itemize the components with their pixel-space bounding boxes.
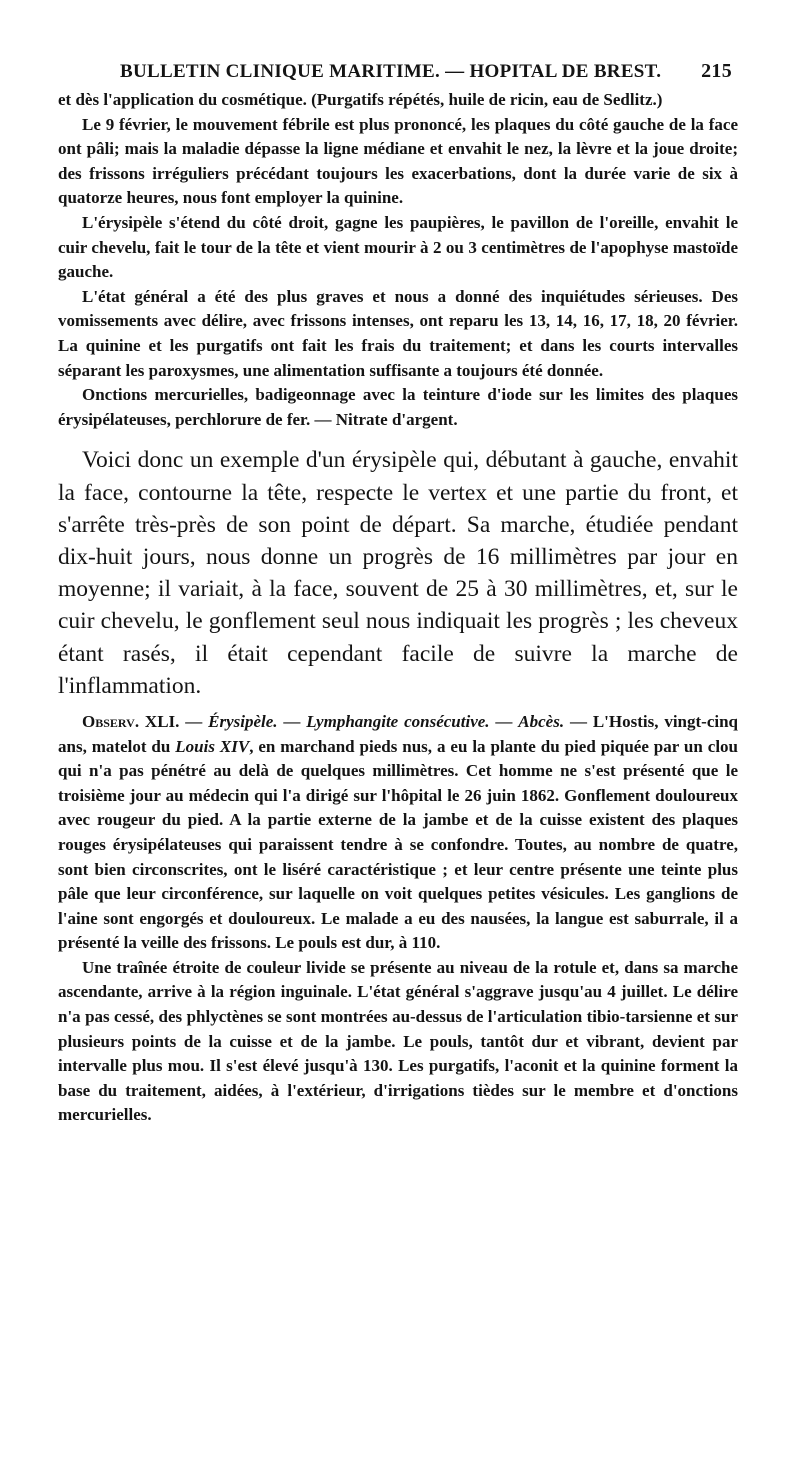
page-number: 215 — [701, 60, 732, 82]
observation-title-1: Érysipèle. — [208, 711, 278, 731]
title-separator: — — [277, 711, 307, 731]
commentary-paragraph: Voici donc un exemple d'un érysipèle qui, débutant à gauche, envahit la face, contourne la tête, respecte le vertex et une partie du front, et s'arrête très-près de son point de départ. Sa marche, étudiée pendant dix-huit jours, nous donne un progrès de 16 millimètres par jour en moyenne; il variait, à la face, souvent de 25 à 30 millimètres, et, sur le cuir chevelu, le gonflement seul nous indiquait les progrès ; les cheveux étant rasés, il était cependant facile de suivre la marche de l'inflammation. — [58, 447, 738, 699]
running-header — [120, 60, 732, 83]
paragraph: L'état général a été des plus graves et nous a donné des inquiétudes sérieuses. Des vomissements avec délire, avec frissons intenses, ont reparu les 13, 14, 16, 17, 18, 20 février. La quinine et les purgatifs ont fait les frais du traitement; et dans les courts intervalles séparant les paroxysmes, une alimentation suffisante a toujours été donnée. — [58, 286, 738, 380]
ship-name: Louis XIV — [175, 736, 250, 756]
observation-xli — [58, 710, 738, 1128]
case-continuation — [58, 88, 738, 432]
observation-label: Observ. XLI. — — [82, 711, 203, 731]
running-title: BULLETIN CLINIQUE MARITIME. — HOPITAL DE BREST. — [120, 61, 662, 82]
commentary — [58, 444, 738, 702]
page-body — [58, 88, 738, 1128]
observation-paragraph: Une traînée étroite de couleur livide se présente au niveau de la rotule et, dans sa marche ascendante, arrive à la région inguinale. L'état général s'aggrave jusqu'au 4 juillet. Le délire n'a pas cessé, des phlyctènes se sont montrées au-dessus de l'articulation tibio-tarsienne et sur plusieurs points de la cuisse et de la jambe. Le pouls, tantôt dur et vibrant, devient par intervalle plus mou. Il s'est élevé jusqu'à 130. Les purgatifs, l'aconit et la quinine forment la base du traitement, aidées, à l'extérieur, d'irrigations tièdes sur le membre et d'onctions mercurielles. — [58, 957, 738, 1125]
observation-text: , en marchand pieds nus, a eu la plante du pied piquée par un clou qui n'a pas pénétré au delà de quelques millimètres. Cet homme ne s'est présenté que le troisième jour au médecin qui l'a dirigé sur l'hôpital le 26 juin 1862. Gonflement douloureux avec rougeur du pied. A la partie externe de la jambe et de la cuisse existent des plaques rouges érysipélateuses qui paraissent tendre à se confondre. Toutes, au nombre de quatre, sont bien circonscrites, ont le liséré caractéristique ; et leur centre présente une teinte plus pâle que leur circonférence, sur laquelle on voit quelques petites vésicules. Les ganglions de l'aine sont engorgés et douloureux. Le malade a eu des nausées, la langue est saburrale, il a présenté la veille des frissons. Le pouls est dur, à 110. — [58, 736, 738, 953]
paragraph: Le 9 février, le mouvement fébrile est plus prononcé, les plaques du côté gauche de la face ont pâli; mais la maladie dépasse la ligne médiane et envahit le nez, la lèvre et la joue droite; des frissons irréguliers précédant toujours les exacerbations, dont la durée varie de six à quatorze heures, nous font employer la quinine. — [58, 114, 738, 208]
observation-paragraph — [58, 710, 738, 956]
paragraph: et dès l'application du cosmétique. (Purgatifs répétés, huile de ricin, eau de Sedlitz.) — [58, 90, 663, 109]
observation-title-2: Lymphangite consécutive. — [306, 711, 490, 731]
title-separator: — — [564, 711, 593, 731]
paragraph: L'érysipèle s'étend du côté droit, gagne les paupières, le pavillon de l'oreille, envahit le cuir chevelu, fait le tour de la tête et vient mourir à 2 ou 3 centimètres de l'apophyse mastoïde gauche. — [58, 212, 738, 282]
title-separator: — — [489, 711, 519, 731]
observation-text: L'Hostis, vingt-cinq ans, matelot du — [58, 711, 739, 756]
paragraph: Onctions mercurielles, badigeonnage avec la teinture d'iode sur les limites des plaques érysipélateuses, perchlorure de fer. — Nitrate d'argent. — [58, 385, 738, 429]
observation-title-3: Abcès. — [518, 711, 565, 731]
